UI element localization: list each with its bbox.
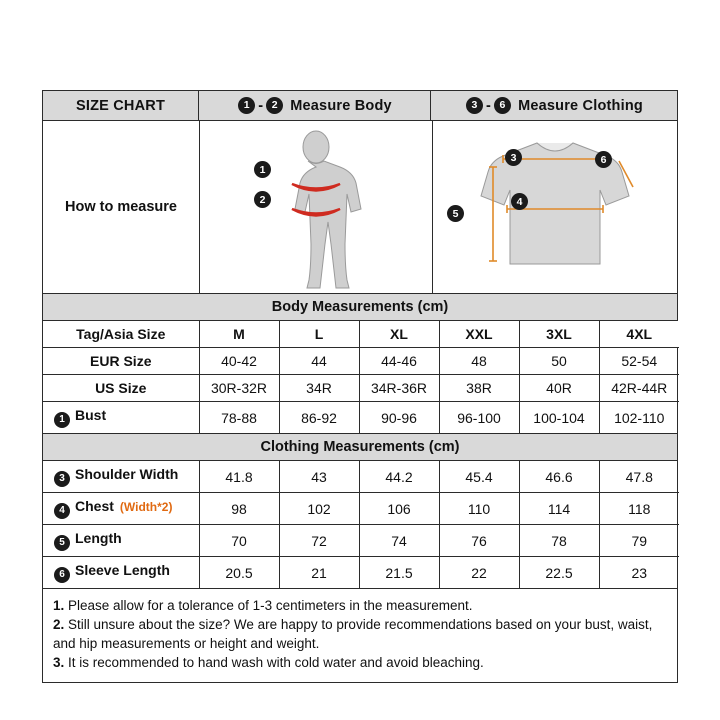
cell: 44: [279, 348, 359, 375]
mark-1: 1: [254, 161, 271, 178]
row-label-shoulder-width: [43, 461, 199, 493]
cell: 118: [599, 493, 679, 525]
body-figure-icon: [200, 121, 432, 293]
column-header-xl: XL: [359, 321, 439, 348]
cell: 102: [279, 493, 359, 525]
note-1: [53, 596, 667, 615]
mark-3: 3: [505, 149, 522, 166]
cell: 90-96: [359, 402, 439, 434]
note-2-number: 2.: [53, 617, 65, 633]
cell: 44-46: [359, 348, 439, 375]
body-measurements-table: [43, 321, 679, 433]
cell: 78-88: [199, 402, 279, 434]
body-measurements-title: Body Measurements (cm): [43, 294, 677, 321]
cell: 50: [519, 348, 599, 375]
row-label-text: Chest: [75, 498, 114, 514]
badge-5-icon: 5: [54, 535, 70, 551]
cell: 40R: [519, 375, 599, 402]
dash-separator-2: -: [486, 97, 492, 114]
cell: 43: [279, 461, 359, 493]
clothing-measurements-table: [43, 461, 679, 588]
table-row: [43, 493, 679, 525]
column-header-m: M: [199, 321, 279, 348]
dash-separator: -: [258, 97, 264, 114]
cell: 41.8: [199, 461, 279, 493]
mark-6: 6: [595, 151, 612, 168]
table-row: [43, 525, 679, 557]
mark-4: 4: [511, 193, 528, 210]
chart-header-row: [43, 91, 677, 121]
note-1-number: 1.: [53, 598, 65, 613]
row-label-sleeve-length: [43, 557, 199, 589]
badge-6-icon: 6: [494, 97, 511, 114]
badge-6-icon: 6: [54, 567, 70, 583]
note-2-text: Still unsure about the size? We are happy to provide recommendations based on your bust, waist, and hip measurements or height and weight.: [53, 617, 653, 652]
notes-section: [43, 588, 677, 682]
cell: 106: [359, 493, 439, 525]
row-label-chest: [43, 493, 199, 525]
cell: 46.6: [519, 461, 599, 493]
badge-4-icon: 4: [54, 503, 70, 519]
mark-5: 5: [447, 205, 464, 222]
cell: 42R-44R: [599, 375, 679, 402]
cell: 96-100: [439, 402, 519, 434]
table-row: [43, 557, 679, 589]
mark-2: 2: [254, 191, 271, 208]
table-header-row: [43, 321, 679, 348]
shirt-illustration: [433, 121, 677, 293]
cell: 48: [439, 348, 519, 375]
measure-clothing-header: [431, 91, 677, 120]
cell: 86-92: [279, 402, 359, 434]
badge-3-icon: 3: [466, 97, 483, 114]
row-label-text: Bust: [75, 407, 107, 423]
measure-clothing-label: Measure Clothing: [518, 97, 643, 114]
cell: 34R: [279, 375, 359, 402]
cell: 72: [279, 525, 359, 557]
cell: 22: [439, 557, 519, 589]
size-chart-table: [42, 90, 678, 683]
cell: 45.4: [439, 461, 519, 493]
cell: 44.2: [359, 461, 439, 493]
row-label-text: Sleeve Length: [75, 562, 170, 578]
measure-body-label: Measure Body: [290, 97, 392, 114]
note-3-number: 3.: [53, 655, 65, 671]
column-header-4xl: 4XL: [599, 321, 679, 348]
cell: 98: [199, 493, 279, 525]
row-label-text: Length: [75, 530, 122, 546]
cell: 70: [199, 525, 279, 557]
cell: 74: [359, 525, 439, 557]
cell: 22.5: [519, 557, 599, 589]
badge-1-icon: 1: [54, 412, 70, 428]
column-header-3xl: 3XL: [519, 321, 599, 348]
row-label-note: (Width*2): [119, 500, 173, 514]
table-row: [43, 461, 679, 493]
row-label-text: Shoulder Width: [75, 466, 179, 482]
cell: 21: [279, 557, 359, 589]
row-label-bust: [43, 402, 199, 434]
table-row: [43, 375, 679, 402]
cell: 100-104: [519, 402, 599, 434]
cell: 76: [439, 525, 519, 557]
note-3: [53, 653, 667, 672]
chart-title: SIZE CHART: [43, 91, 199, 120]
cell: 114: [519, 493, 599, 525]
cell: 40-42: [199, 348, 279, 375]
clothing-measurements-title: Clothing Measurements (cm): [43, 433, 677, 461]
table-row: [43, 402, 679, 434]
cell: 79: [599, 525, 679, 557]
cell: 20.5: [199, 557, 279, 589]
cell: 110: [439, 493, 519, 525]
badge-3-icon: 3: [54, 471, 70, 487]
column-header-l: L: [279, 321, 359, 348]
cell: 21.5: [359, 557, 439, 589]
note-3-text: It is recommended to hand wash with cold water and avoid bleaching.: [64, 655, 484, 671]
cell: 30R-32R: [199, 375, 279, 402]
table-row: [43, 348, 679, 375]
cell: 102-110: [614, 409, 665, 426]
cell: 23: [631, 564, 648, 581]
cell: 52-54: [599, 348, 679, 375]
tshirt-icon: [433, 121, 677, 293]
cell: 78: [519, 525, 599, 557]
badge-2-icon: 2: [266, 97, 283, 114]
body-illustration: [200, 121, 433, 293]
row-label-us-size: US Size: [43, 375, 199, 402]
cell: 34R-36R: [359, 375, 439, 402]
cell: 47.8: [599, 461, 679, 493]
row-label-length: [43, 525, 199, 557]
row-label-eur-size: EUR Size: [43, 348, 199, 375]
column-header-xxl: XXL: [439, 321, 519, 348]
note-1-text: Please allow for a tolerance of 1-3 centimeters in the measurement.: [64, 598, 473, 613]
column-header-tag: Tag/Asia Size: [43, 321, 199, 348]
badge-1-icon: 1: [238, 97, 255, 114]
how-to-measure-label: How to measure: [43, 121, 200, 293]
note-2: [53, 615, 667, 653]
cell: 38R: [439, 375, 519, 402]
illustration-row: [43, 121, 677, 294]
measure-body-header: [199, 91, 431, 120]
